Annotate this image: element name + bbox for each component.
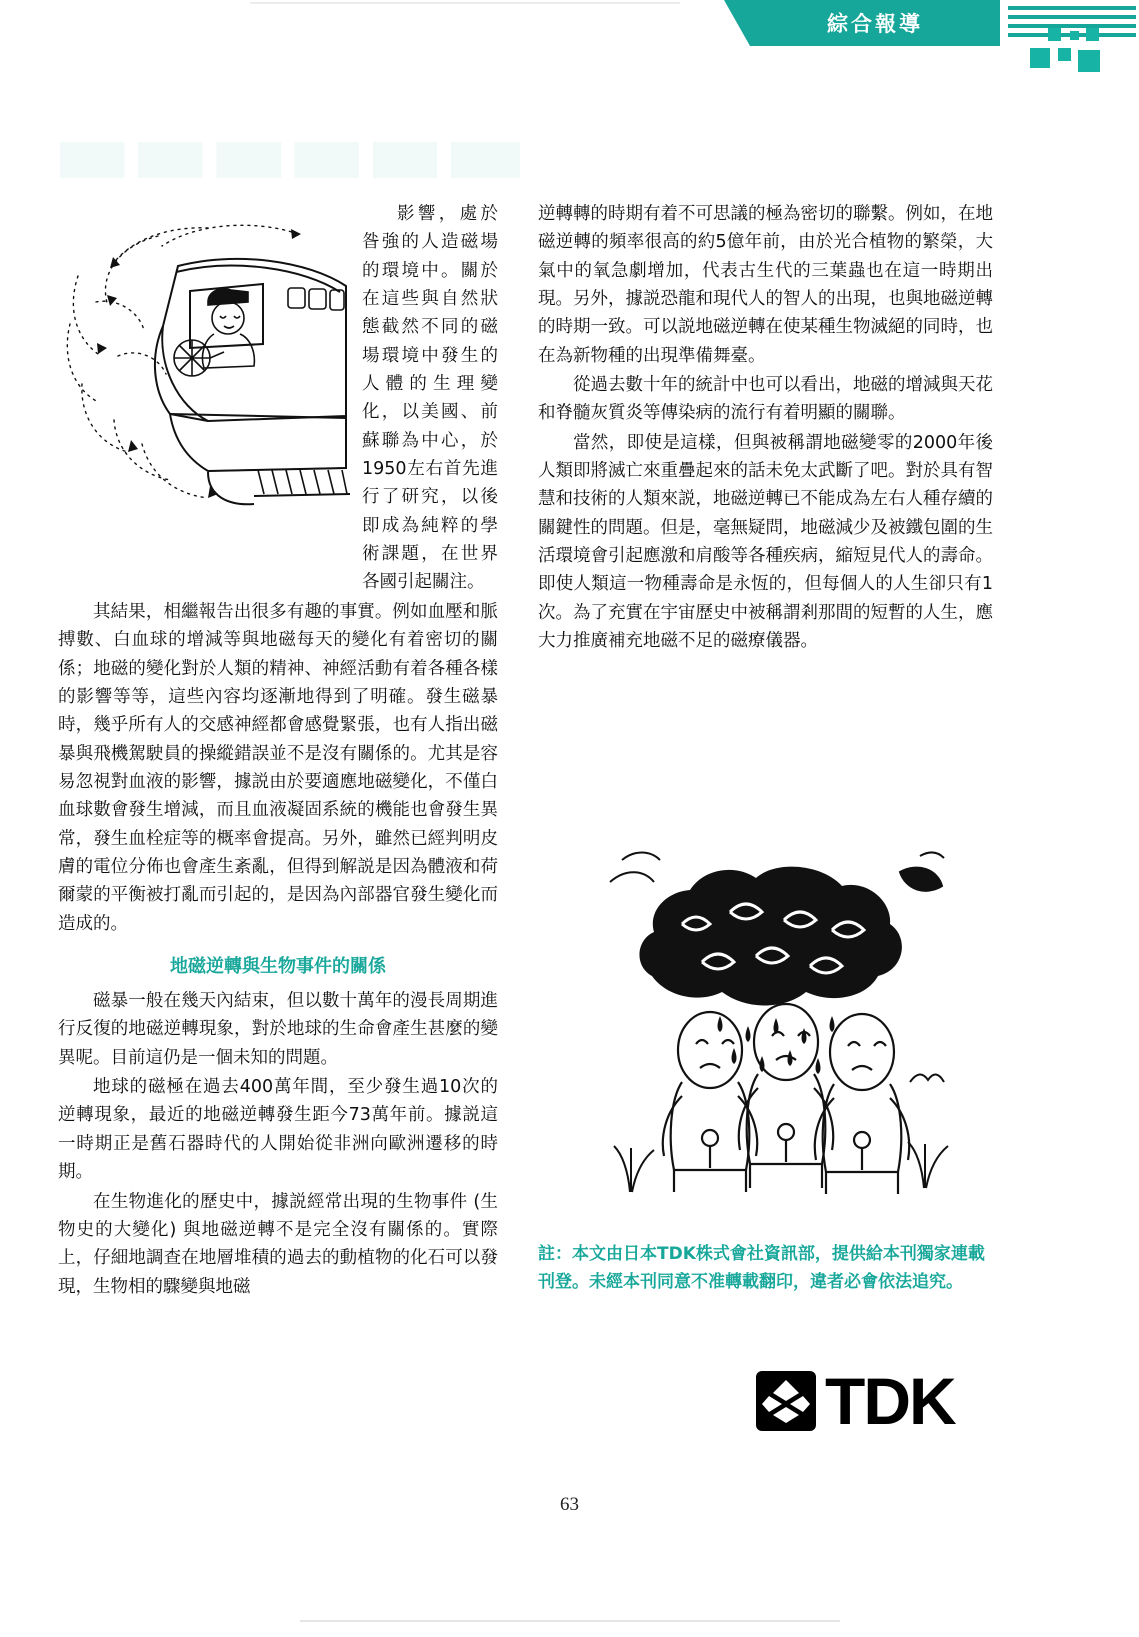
top-edge-rule — [250, 2, 680, 4]
editorial-note: 註：本文由日本TDK株式會社資訊部，提供給本刊獨家連載刊登。未經本刊同意不准轉載翻印，違者必會依法追究。 — [538, 1244, 985, 1293]
page-number: 63 — [560, 1494, 579, 1515]
section-heading: 地磁逆轉與生物事件的關係 — [170, 955, 386, 977]
paragraph: 當然，即使是這樣，但與被稱謂地磁變零的2000年後人類即將滅亡來重疊起來的話未免太武斷了吧。對於具有智慧和技術的人類來説，地磁逆轉已不能成為左右人種存續的關鍵性的問題。但是，毫無疑問，地磁減少及被鐵包圍的生活環境會引起應激和肩酸等各種疾病，縮短見代人的壽命。即使人類這一物種壽命是永恆的，但每個人的人生卻只有1次。為了充實在宇宙歷史中被稱謂剎那間的短暫的人生，應大力推廣補充地磁不足的磁療儀器。 — [538, 432, 993, 652]
banner-title: 綜合報導 — [827, 12, 923, 36]
bottom-edge-rule — [300, 1620, 840, 1622]
tdk-logo — [755, 1364, 955, 1438]
paragraph: 其結果，相繼報告出很多有趣的事實。例如血壓和脈搏數、白血球的增減等與地磁每天的變化有着密切的關係；地磁的變化對於人類的精神、神經活動有着各種各樣的影響等等，這些內容均逐漸地得到了明確。發生磁暴時，幾乎所有人的交感神經都會感覺緊張，也有人指出磁暴與飛機駕駛員的操縱錯誤並不是沒有關係的。尤其是容易忽視對血液的影響，據説由於要適應地磁變化，不僅白血球數會發生增減，而且血液凝固系統的機能也會發生異常，發生血栓症等的概率會提高。另外，雖然已經判明皮膚的電位分佈也會產生紊亂，但得到解説是因為體液和荷爾蒙的平衡被打亂而引起的，是因為內部器官發生變化而造成的。 — [58, 601, 498, 934]
paragraph: 從過去數十年的統計中也可以看出，地磁的增減與天花和脊髓灰質炎等傳染病的流行有着明顯的關聯。 — [538, 375, 993, 424]
banner-bar — [750, 0, 1000, 46]
paragraph: 在生物進化的歷史中，據説經常出現的生物事件 (生物史的大變化) 與地磁逆轉不是完全沒有關係的。實際上，仔細地調查在地層堆積的過去的動植物的化石可以發現，生物相的驟變與地磁 — [58, 1191, 498, 1297]
tdk-wordmark: TDK — [825, 1364, 955, 1438]
decorative-squares — [1000, 28, 1110, 76]
right-text-column — [538, 200, 993, 657]
tdk-diamond-mark-icon — [755, 1370, 817, 1432]
figure-rain-illustration — [570, 820, 970, 1210]
paragraph: 影響，處於昝強的人造磁場的環境中。關於在這些與自然狀態截然不同的磁場環境中發生的人體的生理變化，以美國、前蘇聯為中心，於1950左右首先進行了研究，以後即成為純粹的學術課題，在世界各國引起關注。 — [362, 204, 498, 593]
left-text-column — [58, 200, 498, 1302]
faded-title-artifact — [60, 142, 520, 178]
figure-train-illustration — [58, 206, 350, 576]
paragraph: 磁暴一般在幾天內結束，但以數十萬年的漫長周期進行反復的地磁逆轉現象，對於地球的生命會產生甚麼的變異呢。目前這仍是一個未知的問題。 — [58, 991, 498, 1068]
paragraph: 逆轉轉的時期有着不可思議的極為密切的聯繫。例如，在地磁逆轉的頻率很高的約5億年前，由於光合植物的繁榮，大氣中的氧急劇增加，代表古生代的三葉蟲也在這一時期出現。另外，據説恐龍和現代人的智人的出現，也與地磁逆轉的時期一致。可以説地磁逆轉在使某種生物滅絕的同時，也在為新物種的出現準備舞臺。 — [538, 204, 993, 366]
header-banner — [750, 0, 1139, 46]
paragraph: 地球的磁極在過去400萬年間，至少發生過10次的逆轉現象，最近的地磁逆轉發生距今73萬年前。據説這一時期正是舊石器時代的人開始從非洲向歐洲遷移的時期。 — [58, 1077, 498, 1183]
